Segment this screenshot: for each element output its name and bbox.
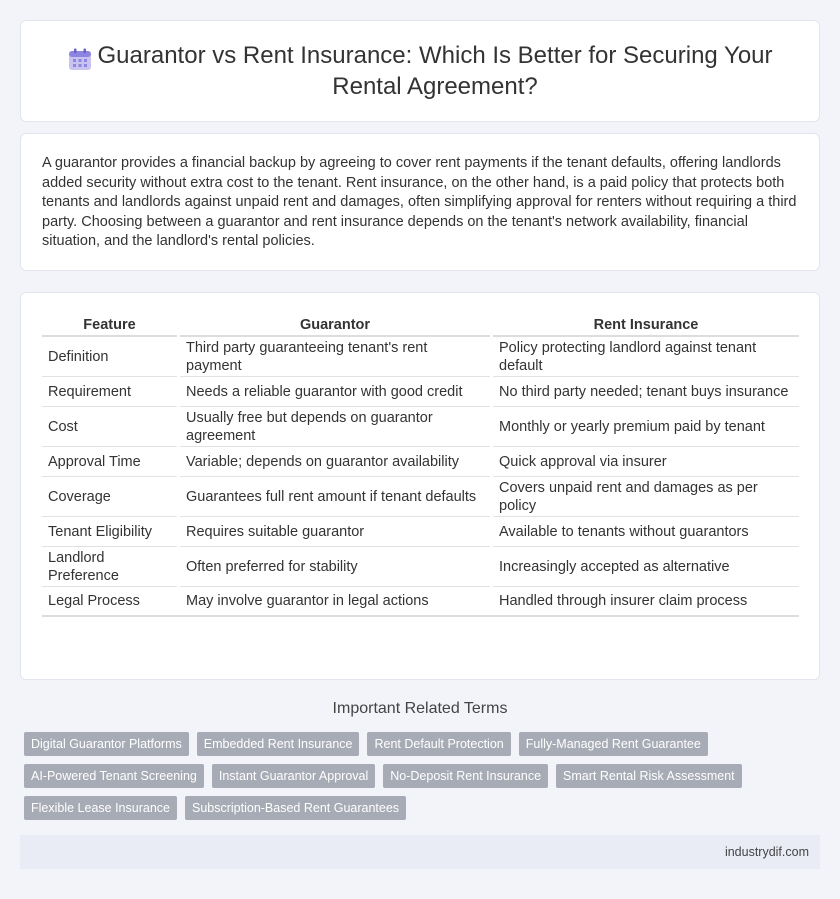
column-header-feature: Feature — [42, 315, 177, 337]
table-row — [42, 547, 799, 587]
guarantor-cell: Guarantees full rent amount if tenant defaults — [180, 477, 490, 517]
rent-insurance-cell: Handled through insurer claim process — [493, 587, 799, 617]
feature-cell: Coverage — [42, 477, 177, 517]
guarantor-cell: Variable; depends on guarantor availability — [180, 447, 490, 477]
related-term-tag[interactable]: Digital Guarantor Platforms — [24, 732, 189, 756]
rent-insurance-cell: Monthly or yearly premium paid by tenant — [493, 407, 799, 447]
related-term-tag[interactable]: Instant Guarantor Approval — [212, 764, 375, 788]
guarantor-cell: Usually free but depends on guarantor agreement — [180, 407, 490, 447]
header-card — [20, 20, 820, 122]
related-term-tag[interactable]: Fully-Managed Rent Guarantee — [519, 732, 708, 756]
feature-cell: Approval Time — [42, 447, 177, 477]
intro-paragraph: A guarantor provides a financial backup by agreeing to cover rent payments if the tenant defaults, offering landlords added security without extra cost to the tenant. Rent insurance, on the other hand, is a paid policy that protects both tenants and landlords against unpaid rent and damages, often simplifying approval for renters without requiring a third party. Choosing between a guarantor and rent insurance depends on the tenant's network availability, financial situation, and the landlord's rental policies. — [42, 155, 797, 249]
rent-insurance-cell: Increasingly accepted as alternative — [493, 547, 799, 587]
guarantor-cell: Third party guaranteeing tenant's rent payment — [180, 337, 490, 377]
footer-site-link[interactable]: industrydif.com — [724, 845, 809, 859]
feature-cell: Cost — [42, 407, 177, 447]
comparison-table — [42, 315, 799, 617]
feature-cell: Requirement — [42, 377, 177, 407]
guarantor-cell: Often preferred for stability — [180, 547, 490, 587]
page-title: Guarantor vs Rent Insurance: Which Is Better for Securing Your Rental Agreement? — [97, 42, 773, 100]
comparison-card — [20, 292, 820, 680]
guarantor-cell: May involve guarantor in legal actions — [180, 587, 490, 617]
column-header-guarantor: Guarantor — [180, 315, 490, 337]
guarantor-cell: Needs a reliable guarantor with good credit — [180, 377, 490, 407]
table-row — [42, 477, 799, 517]
column-header-rent-insurance: Rent Insurance — [493, 315, 799, 337]
rent-insurance-cell: Available to tenants without guarantors — [493, 517, 799, 547]
related-term-tag[interactable]: Rent Default Protection — [367, 732, 510, 756]
table-row — [42, 587, 799, 617]
related-terms-heading: Important Related Terms — [332, 700, 508, 717]
feature-cell: Landlord Preference — [42, 547, 177, 587]
table-row — [42, 447, 799, 477]
rent-insurance-cell: Covers unpaid rent and damages as per policy — [493, 477, 799, 517]
related-term-tag[interactable]: AI-Powered Tenant Screening — [24, 764, 204, 788]
table-row — [42, 517, 799, 547]
related-term-tag[interactable]: No-Deposit Rent Insurance — [383, 764, 548, 788]
rent-insurance-cell: Quick approval via insurer — [493, 447, 799, 477]
related-term-tag[interactable]: Subscription-Based Rent Guarantees — [185, 796, 406, 820]
rent-insurance-cell: No third party needed; tenant buys insurance — [493, 377, 799, 407]
guarantor-cell: Requires suitable guarantor — [180, 517, 490, 547]
related-terms-list — [24, 732, 814, 820]
rent-insurance-cell: Policy protecting landlord against tenant default — [493, 337, 799, 377]
table-header-row — [42, 315, 799, 337]
table-row — [42, 337, 799, 377]
related-term-tag[interactable]: Embedded Rent Insurance — [197, 732, 360, 756]
table-row — [42, 407, 799, 447]
feature-cell: Tenant Eligibility — [42, 517, 177, 547]
footer — [20, 835, 820, 869]
table-row — [42, 377, 799, 407]
feature-cell: Definition — [42, 337, 177, 377]
related-term-tag[interactable]: Smart Rental Risk Assessment — [556, 764, 742, 788]
feature-cell: Legal Process — [42, 587, 177, 617]
related-term-tag[interactable]: Flexible Lease Insurance — [24, 796, 177, 820]
intro-card — [20, 133, 820, 271]
